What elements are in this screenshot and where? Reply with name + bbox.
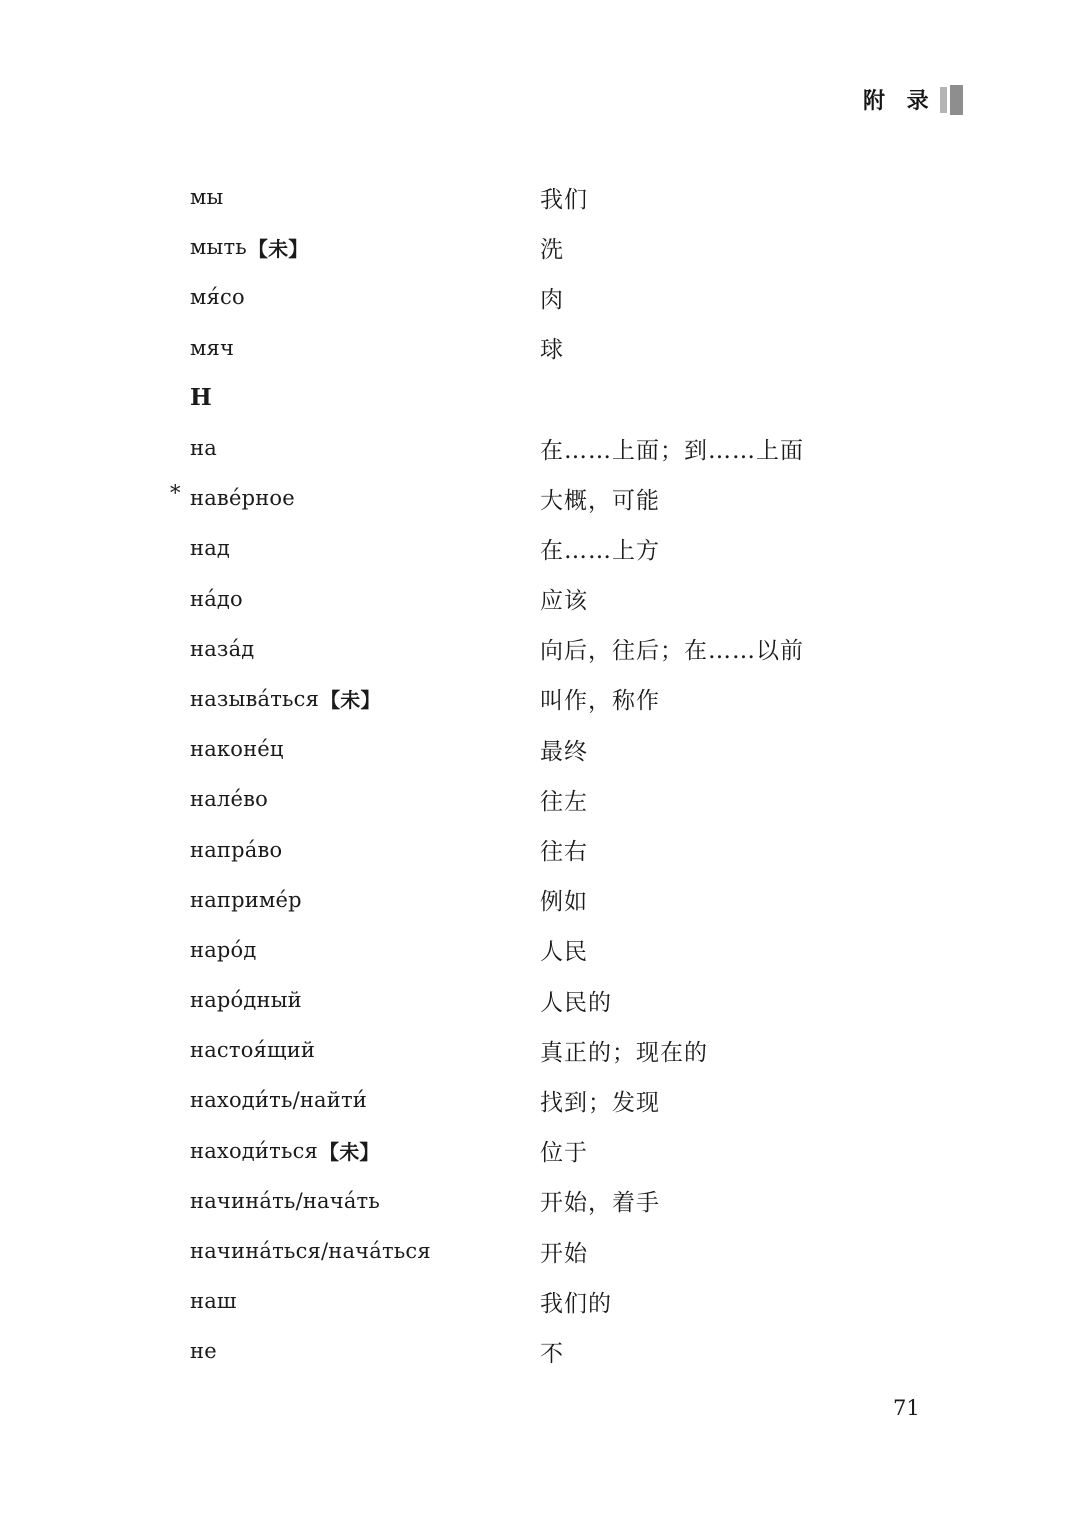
russian-cell — [190, 336, 540, 360]
star-marker: * — [170, 481, 181, 506]
chinese-meaning: 在……上面；到……上面 — [540, 437, 804, 464]
russian-word: наве́рное — [190, 486, 295, 511]
chinese-meaning: 球 — [540, 337, 564, 364]
russian-cell — [190, 888, 540, 912]
russian-word: наш — [190, 1289, 237, 1314]
russian-word: на — [190, 436, 217, 461]
chinese-meaning: 大概，可能 — [540, 487, 660, 514]
chinese-meaning: 人民的 — [540, 989, 612, 1016]
russian-word: начина́ться/нача́ться — [190, 1239, 431, 1264]
russian-word: над — [190, 536, 231, 561]
russian-cell — [190, 486, 540, 510]
decoration-bar-dark — [950, 85, 963, 115]
aspect-marker: 【未】 — [319, 1140, 380, 1165]
chinese-meaning: 应该 — [540, 588, 588, 615]
vocab-row — [190, 624, 910, 674]
chinese-meaning: 洗 — [540, 236, 564, 263]
chinese-meaning: 肉 — [540, 286, 564, 313]
vocab-row — [190, 1075, 910, 1125]
russian-cell — [190, 233, 540, 262]
russian-cell — [190, 737, 540, 761]
russian-word: не — [190, 1339, 217, 1364]
russian-cell — [190, 1088, 540, 1112]
vocab-list — [170, 172, 910, 1377]
russian-cell — [190, 838, 540, 862]
vocab-row — [190, 373, 910, 423]
russian-cell — [190, 684, 540, 713]
russian-cell — [190, 1339, 540, 1363]
running-header — [863, 84, 963, 115]
vocab-row — [190, 574, 910, 624]
russian-cell — [190, 1239, 540, 1263]
chinese-meaning: 往左 — [540, 788, 588, 815]
vocab-row — [190, 423, 910, 473]
chinese-meaning: 往右 — [540, 839, 588, 866]
russian-word: на́до — [190, 586, 243, 611]
vocab-row — [190, 1176, 910, 1226]
vocab-row — [190, 774, 910, 824]
russian-word: мыть — [190, 235, 247, 260]
russian-word: начина́ть/нача́ть — [190, 1188, 381, 1213]
russian-cell — [190, 1038, 540, 1062]
decoration-bar-light — [940, 87, 947, 113]
russian-word: находи́ть/найти́ — [190, 1088, 367, 1113]
chinese-meaning: 我们的 — [540, 1290, 612, 1317]
russian-word: мы — [190, 185, 224, 210]
russian-cell — [190, 587, 540, 611]
russian-word: наро́дный — [190, 988, 302, 1013]
russian-word: напра́во — [190, 837, 283, 862]
russian-cell — [190, 185, 540, 209]
russian-cell — [190, 436, 540, 460]
vocab-row — [190, 222, 910, 272]
vocab-row — [190, 272, 910, 322]
russian-word: находи́ться — [190, 1138, 318, 1163]
russian-word: мяч — [190, 335, 235, 360]
vocab-row — [190, 975, 910, 1025]
vocab-row — [170, 473, 910, 523]
chinese-meaning: 真正的；现在的 — [540, 1039, 708, 1066]
russian-word: называ́ться — [190, 686, 320, 711]
chinese-meaning: 在……上方 — [540, 537, 660, 564]
vocab-row — [190, 1025, 910, 1075]
vocab-row — [190, 875, 910, 925]
vocab-row — [190, 1326, 910, 1376]
russian-cell — [190, 988, 540, 1012]
russian-word: нале́во — [190, 787, 268, 812]
vocab-row — [190, 925, 910, 975]
russian-cell — [190, 536, 540, 560]
russian-cell — [190, 938, 540, 962]
chinese-meaning: 叫作，称作 — [540, 688, 660, 715]
vocab-row — [190, 523, 910, 573]
russian-word: Н — [190, 384, 212, 412]
russian-word: наконе́ц — [190, 737, 284, 762]
russian-word: настоя́щий — [190, 1038, 316, 1063]
chinese-meaning: 例如 — [540, 889, 588, 916]
vocab-row — [190, 724, 910, 774]
vocab-row — [190, 1226, 910, 1276]
aspect-marker: 【未】 — [320, 688, 381, 713]
vocab-row — [190, 824, 910, 874]
russian-cell — [190, 1289, 540, 1313]
chinese-meaning: 开始，着手 — [540, 1190, 660, 1217]
chinese-meaning: 我们 — [540, 186, 588, 213]
chinese-meaning: 找到；发现 — [540, 1089, 660, 1116]
russian-cell — [190, 787, 540, 811]
vocab-row — [190, 172, 910, 222]
russian-word: мя́со — [190, 285, 245, 310]
russian-cell — [190, 1136, 540, 1165]
vocab-row — [190, 1126, 910, 1176]
appendix-title: 附 录 — [863, 89, 931, 114]
chinese-meaning: 人民 — [540, 939, 588, 966]
chinese-meaning: 不 — [540, 1340, 564, 1367]
chinese-meaning: 位于 — [540, 1140, 588, 1167]
russian-cell — [190, 1189, 540, 1213]
vocab-row — [190, 674, 910, 724]
russian-cell — [190, 285, 540, 309]
header-decoration-bars — [940, 85, 963, 115]
vocab-row — [190, 1276, 910, 1326]
aspect-marker: 【未】 — [247, 236, 309, 261]
russian-word: наро́д — [190, 937, 257, 962]
chinese-meaning: 向后，往后；在……以前 — [540, 638, 804, 665]
russian-cell — [190, 384, 540, 411]
chinese-meaning: 最终 — [540, 738, 588, 765]
russian-word: наприме́р — [190, 887, 302, 912]
page-number: 71 — [893, 1396, 920, 1420]
russian-word: наза́д — [190, 636, 255, 661]
russian-cell — [190, 637, 540, 661]
vocab-row — [190, 323, 910, 373]
chinese-meaning: 开始 — [540, 1240, 588, 1267]
